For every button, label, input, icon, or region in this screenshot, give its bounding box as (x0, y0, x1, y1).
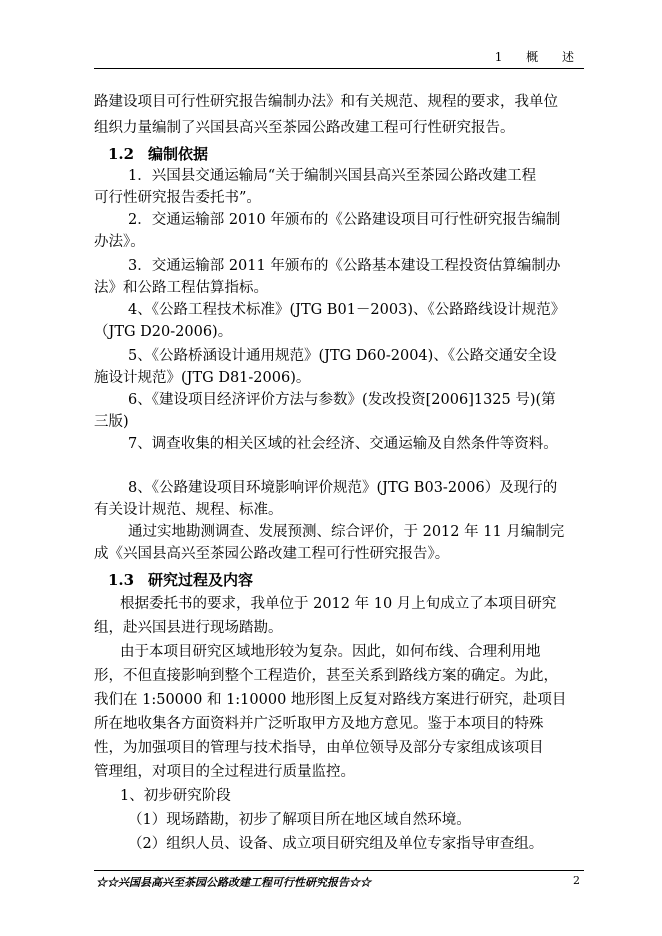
paragraph-line: 5、《公路桥涵设计通用规范》(JTG D60-2004)、《公路交通安全设 (128, 348, 557, 364)
paragraph-line: 组织力量编制了兴国县高兴至茶园公路改建工程可行性研究报告。 (94, 120, 515, 136)
section-number: 1.2 (108, 145, 135, 163)
paragraph-line: 8、《公路建设项目环境影响评价规范》(JTG B03-2006）及现行的 (128, 480, 558, 496)
header-rule (94, 68, 584, 69)
paragraph-line: 1、初步研究阶段 (120, 788, 231, 804)
paragraph-line: 三版) (94, 414, 129, 430)
page-number: 2 (573, 874, 580, 887)
paragraph-line: 有关设计规范、规程、标准。 (94, 502, 283, 518)
paragraph-line: （JTG D20-2006)。 (94, 324, 233, 340)
paragraph-line: 4、《公路工程技术标准》(JTG B01－2003)、《公路路线设计规范》 (128, 302, 566, 318)
paragraph-line: 性，为加强项目的管理与技术指导，由单位领导及部分专家组成该项目 (94, 740, 544, 756)
paragraph-line: 施设计规范》(JTG D81-2006)。 (94, 370, 311, 386)
paragraph-line: 6、《建设项目经济评价方法与参数》(发改投资[2006]1325 号)(第 (128, 392, 556, 408)
paragraph-line: 可行性研究报告委托书”。 (94, 190, 261, 206)
paragraph-line: 组，赴兴国县进行现场踏勘。 (94, 620, 283, 636)
paragraph-line: 由于本项目研究区域地形较为复杂。因此，如何布线、合理利用地 (120, 644, 541, 660)
paragraph-line: 办法》。 (94, 234, 145, 250)
section-title: 编制依据 (148, 145, 209, 163)
paragraph-line: 所在地收集各方面资料并广泛听取甲方及地方意见。鉴于本项目的特殊 (94, 716, 544, 732)
paragraph-line: 3．交通运输部 2011 年颁布的《公路基本建设工程投资估算编制办 (128, 258, 561, 274)
section-number: 1.3 (108, 571, 135, 589)
footer-rule (94, 870, 584, 871)
section-heading-1-2 (108, 144, 208, 164)
paragraph-line: 管理组，对项目的全过程进行质量监控。 (94, 764, 355, 780)
paragraph-line: 法》和公路工程估算指标。 (94, 280, 268, 296)
paragraph-line: 2．交通运输部 2010 年颁布的《公路建设项目可行性研究报告编制 (128, 212, 561, 228)
paragraph-line: 形，不但直接影响到整个工程造价，甚至关系到路线方案的确定。为此， (94, 668, 558, 684)
paragraph-line: 成《兴国县高兴至茶园公路改建工程可行性研究报告》。 (94, 546, 450, 562)
paragraph-line: 通过实地勘测调查、发展预测、综合评价，于 2012 年 11 月编制完 (128, 524, 565, 540)
paragraph-line: （2）组织人员、设备、成立项目研究组及单位专家指导审查组。 (128, 836, 544, 852)
section-title: 研究过程及内容 (148, 571, 254, 589)
paragraph-line: 路建设项目可行性研究报告编制办法》和有关规范、规程的要求，我单位 (94, 94, 558, 110)
paragraph-line: 1．兴国县交通运输局“关于编制兴国县高兴至茶园公路改建工程 (128, 168, 537, 184)
paragraph-line: 根据委托书的要求，我单位于 2012 年 10 月上旬成立了本项目研究 (120, 596, 557, 612)
header-chapter: 1 概 述 (494, 50, 584, 64)
paragraph-line: 7、调查收集的相关区域的社会经济、交通运输及自然条件等资料。 (128, 436, 558, 452)
paragraph-line: 我们在 1:50000 和 1:10000 地形图上反复对路线方案进行研究，赴项目 (94, 692, 567, 708)
footer-title: ☆☆兴国县高兴至茶园公路改建工程可行性研究报告☆☆ (96, 876, 371, 889)
section-heading-1-3 (108, 570, 253, 590)
paragraph-line: （1）现场踏勘，初步了解项目所在地区域自然环境。 (128, 812, 471, 828)
